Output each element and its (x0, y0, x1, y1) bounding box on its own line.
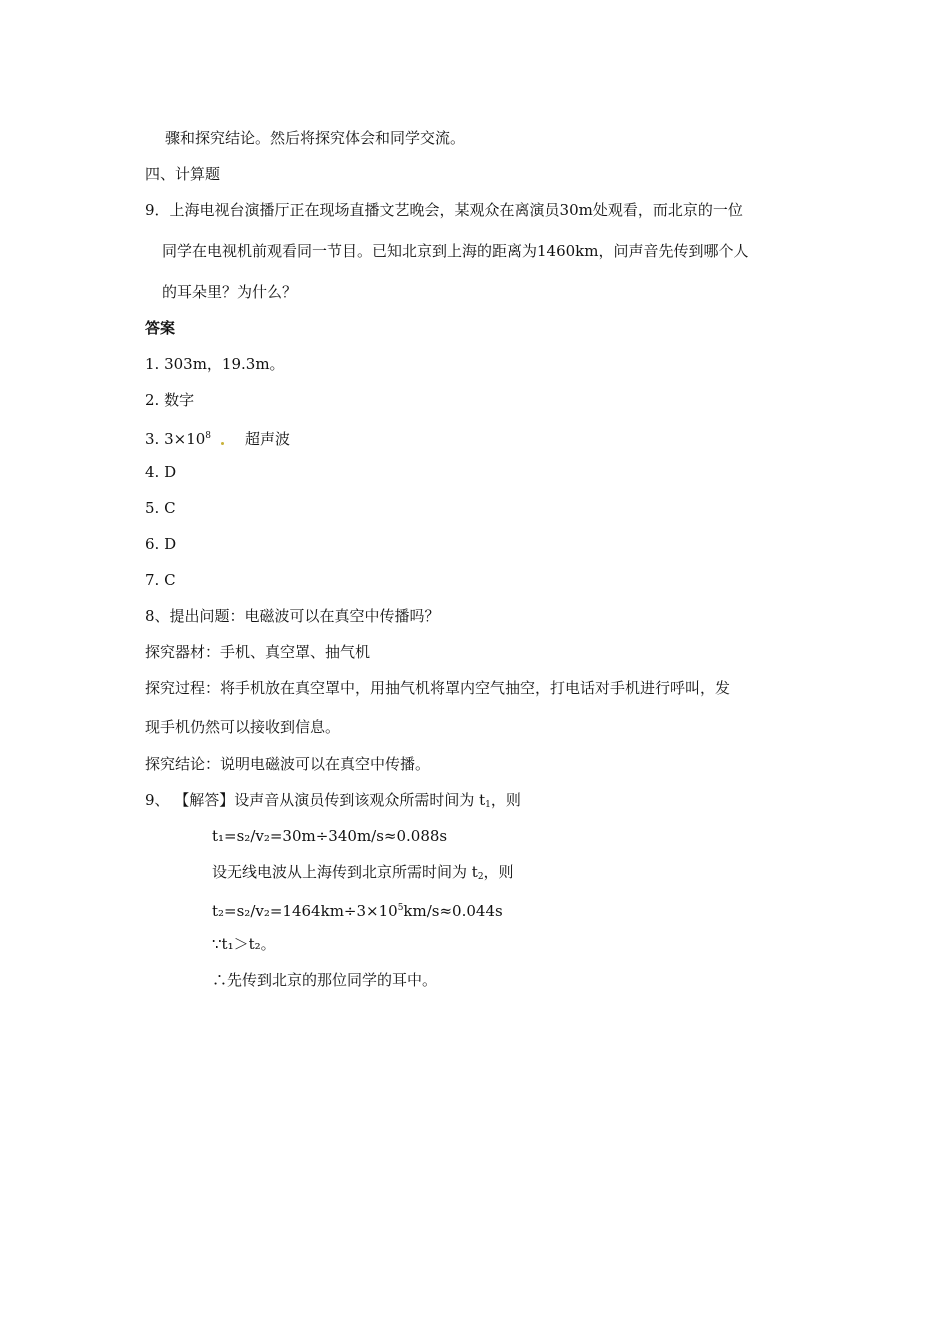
answer-8-conclusion: 探究结论：说明电磁波可以在真空中传播。 (145, 755, 431, 773)
answers-heading: 答案 (145, 319, 176, 337)
question-9-line-1: 9．上海电视台演播厅正在现场直播文艺晚会，某观众在离演员30m处观看，而北京的一位 (145, 201, 743, 219)
answer-8-materials: 探究器材：手机、真空罩、抽气机 (145, 643, 371, 661)
answer-9-equation-2-text: t₂=s₂/v₂=1464km÷3×10 (212, 902, 398, 920)
answer-9-equation-2 (212, 898, 503, 921)
answer-8-process-line-1: 探究过程：将手机放在真空罩中，用抽气机将罩内空气抽空，打电话对手机进行呼叫，发 (145, 679, 731, 697)
answer-2: 2. 数字 (145, 391, 195, 409)
answer-1: 1. 303m，19.3m。 (145, 355, 285, 373)
answer-9-therefore: ∴先传到北京的那位同学的耳中。 (212, 971, 438, 989)
answer-9-radio-text: 设无线电波从上海传到北京所需时间为 t (212, 863, 478, 881)
answer-9-radio-tail: ，则 (483, 863, 514, 881)
answer-3 (145, 426, 290, 449)
answer-3-value: 3. 3×10 (145, 430, 206, 448)
answer-9-intro-subscript: 1 (485, 800, 491, 810)
section-title-calculation: 四、计算题 (145, 165, 221, 183)
answer-8-problem: 8、提出问题：电磁波可以在真空中传播吗？ (145, 607, 440, 625)
answer-9-intro-text: 9、 【解答】设声音从演员传到该观众所需时间为 t (145, 791, 486, 809)
question-9-line-3: 的耳朵里？为什么？ (162, 283, 298, 301)
answer-9-intro (145, 790, 521, 815)
answer-9-equation-2-tail: km/s≈0.044s (403, 902, 503, 920)
prev-section-tail: 骤和探究结论。然后将探究体会和同学交流。 (165, 129, 466, 147)
answer-9-radio-subscript: 2 (477, 872, 484, 882)
answer-8-process-line-2: 现手机仍然可以接收到信息。 (145, 718, 341, 736)
answer-7: 7. C (145, 571, 176, 589)
answer-9-because: ∵t₁＞t₂。 (212, 935, 276, 953)
answer-9-intro-tail: ，则 (490, 791, 521, 809)
answer-3-text: 超声波 (245, 430, 291, 448)
answer-5: 5. C (145, 499, 176, 517)
answer-9-equation-2-exponent: 5 (397, 903, 404, 913)
question-9-line-2: 同学在电视机前观看同一节目。已知北京到上海的距离为1460km，问声音先传到哪个人 (162, 242, 749, 260)
answer-4: 4. D (145, 463, 177, 481)
answer-9-equation-1: t₁=s₂/v₂=30m÷340m/s≈0.088s (212, 827, 448, 845)
answer-3-exponent: 8 (205, 431, 212, 441)
answer-9-radio-intro (212, 862, 514, 887)
answer-6: 6. D (145, 535, 177, 553)
